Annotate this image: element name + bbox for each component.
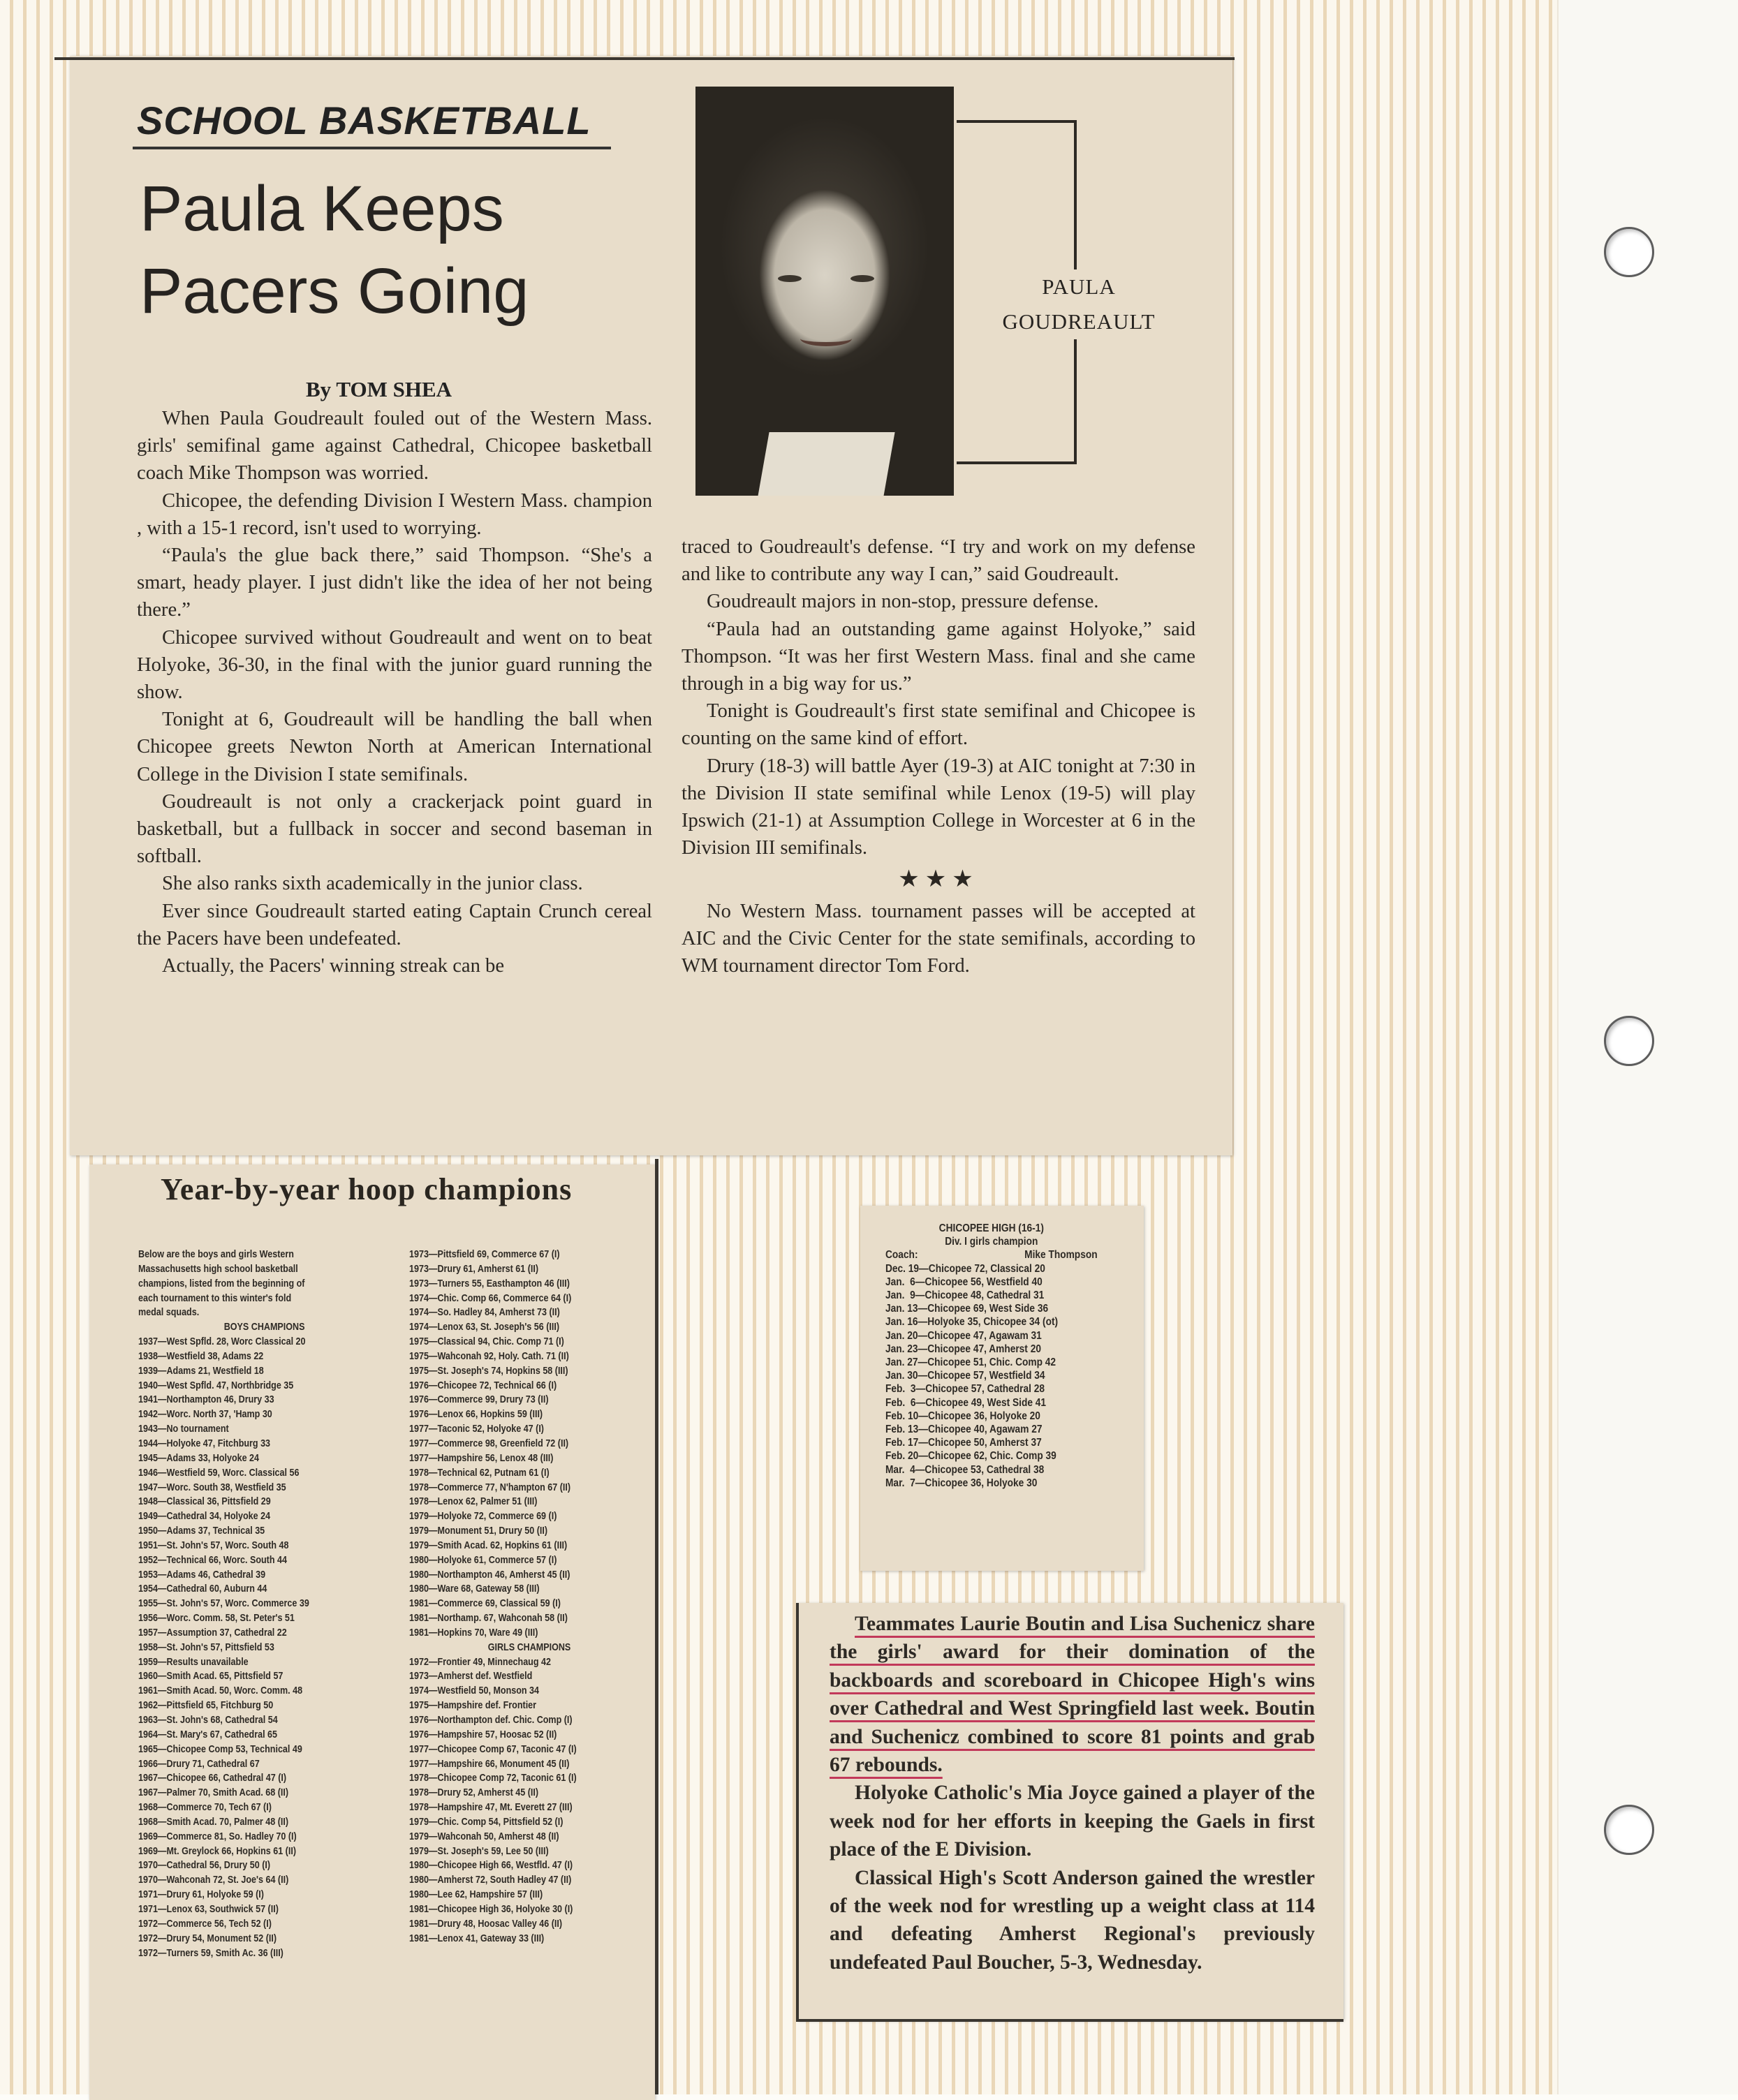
- caption-line-2: GOUDREAULT: [1002, 309, 1156, 334]
- article-right-column: [682, 533, 1195, 979]
- champions-intro: Below are the boys and girls Western Massachusetts high school basketball champions, listed from the beginning of each tournament to this winter's fold medal squads.: [138, 1249, 305, 1319]
- paragraph: Goudreault majors in non-stop, pressure defense.: [707, 591, 1099, 613]
- paragraph: Classical High's Scott Anderson gained the wrestler of the week nod for wrestling up a weight class at 114 and defeating Amherst Regional's previously undefeated Paul Boucher, 5-3, Wednesday.: [830, 1866, 1315, 1974]
- paragraph: She also ranks sixth academically in the junior class.: [162, 873, 583, 895]
- schedule-subtitle: Div. I girls champion: [945, 1236, 1038, 1248]
- photo-eye: [778, 275, 802, 282]
- schedule-title: CHICOPEE HIGH (16-1): [938, 1222, 1044, 1234]
- boys-champions-list: 1937—West Spfld. 28, Worc Classical 20 1938—Westfield 38, Adams 22 1939—Adams 21, Westfield 18 1940—West Spfld. 47, Northbridge 35 1941—Northampton 46, Drury 33 1942—Worc. North 37, 'Hamp 30 1943—No tournament 1944—Holyoke 47, Fitchburg 33 1945—Adams 33, Holyoke 24 1946—Westfield 59, Worc. Classical 56 1947—Worc. South 38, Westfield 35 1948—Classical 36, Pittsfield 29 1949—Cathedral 34, Holyoke 24 1950—Adams 37, Technical 35 1951—St. John's 57, Worc. South 48 1952—Technical 66, Worc. South 44 1953—Adams 46, Cathedral 39 1954—Cathedral 60, Auburn 44 1955—St. John's 57, Worc. Commerce 39 1956—Worc. Comm. 58, St. Peter's 51 1957—Assumption 37, Cathedral 22 1958—St. John's 57, Pittsfield 53 1959—Results unavailable 1960—Smith Acad. 65, Pittsfield 57 1961—Smith Acad. 50, Worc. Comm. 48 1962—Pittsfield 65, Fitchburg 50 1963—St. John's 68, Cathedral 54 1964—St. Mary's 67, Cathedral 65 1965—Chicopee Comp 53, Technical 49 1966—Drury 71, Cathedral 67 1967—Chicopee 66, Cathedral 47 (I) 1967—Palmer 70, Smith Acad. 68 (II) 1968—Commerce 70, Tech 67 (I) 1968—Smith Acad. 70, Palmer 48 (II) 1969—Commerce 81, So. Hadley 70 (I) 1969—Mt. Greylock 66, Hopkins 61 (II) 1970—Cathedral 56, Drury 50 (I) 1970—Wahconah 72, St. Joe's 64 (II) 1971—Drury 61, Holyoke 59 (I) 1971—Lenox 63, Southwick 57 (II) 1972—Commerce 56, Tech 52 (I) 1972—Drury 54, Monument 52 (II) 1972—Turners 59, Smith Ac. 36 (III): [138, 1336, 309, 1959]
- notes-left-rule: [796, 1603, 799, 2020]
- highlighted-text: Teammates Laurie Boutin and Lisa Suchenicz share the girls' award for their domination of the backboards and scoreboard in Chicopee High's wins over Cathedral and West Springfield last week. Boutin and Suchenicz combined to score 81 points and grab 67 rebounds.: [830, 1613, 1315, 1777]
- caption-line-1: PAULA: [1042, 274, 1116, 299]
- paragraph: Drury (18-3) will battle Ayer (19-3) at AIC tonight at 7:30 in the Division II state semifinal while Lenox (19-5) will play Ipswich (21-1) at Assumption College in Worcester at 6 in the Division III semifinals.: [682, 755, 1195, 859]
- champions-right-column: [409, 1248, 649, 1946]
- girls-champions-list: 1972—Frontier 49, Minnechaug 42 1973—Amherst def. Westfield 1974—Westfield 50, Monson 34 1975—Hampshire def. Frontier 1976—Northampton def. Chic. Comp (I) 1976—Hampshire 57, Hoosac 52 (II) 1977—Chicopee Comp 67, Taconic 47 (I) 1977—Hampshire 66, Monument 45 (II) 1978—Chicopee Comp 72, Taconic 61 (I) 1978—Drury 52, Amherst 45 (II) 1978—Hampshire 47, Mt. Everett 27 (III) 1979—Chic. Comp 54, Pittsfield 52 (I) 1979—Wahconah 50, Amherst 48 (II) 1979—St. Joseph's 59, Lee 50 (III) 1980—Chicopee High 66, Westfld. 47 (I) 1980—Amherst 72, South Hadley 47 (II) 1980—Lee 62, Hampshire 57 (III) 1981—Chicopee High 36, Holyoke 30 (I) 1981—Drury 48, Hoosac Valley 46 (II) 1981—Lenox 41, Gateway 33 (III): [409, 1656, 577, 1944]
- paragraph: Goudreault is not only a crackerjack point guard in basketball, but a fullback in soccer and second baseman in softball.: [137, 790, 652, 868]
- paragraph: traced to Goudreault's defense. “I try and work on my defense and like to contribute any way I can,” said Goudreault.: [682, 536, 1195, 586]
- paragraph: “Paula's the glue back there,” said Thompson. “She's a smart, heady player. I just didn't like the idea of her not being there.”: [137, 545, 652, 621]
- boys-champions-header: BOYS CHAMPIONS: [223, 1322, 305, 1333]
- photo-collar: [754, 432, 894, 496]
- notes-text: [830, 1610, 1315, 1976]
- paragraph: Tonight is Goudreault's first state semifinal and Chicopee is counting on the same kind of effort.: [682, 700, 1195, 750]
- section-underline: [133, 147, 611, 149]
- girls-champions-header: GIRLS CHAMPIONS: [487, 1641, 571, 1653]
- article-top-rule: [54, 57, 1235, 60]
- notes-bottom-rule: [796, 2019, 1343, 2022]
- schedule: [885, 1222, 1098, 1490]
- paragraph: When Paula Goudreault fouled out of the Western Mass. girls' semifinal game against Cathedral, Chicopee basketball coach Mike Thompson was worried.: [137, 408, 652, 485]
- punch-hole: [1604, 1805, 1654, 1855]
- photo-mouth: [800, 331, 852, 346]
- boys-champions-list-continued: 1973—Pittsfield 69, Commerce 67 (I) 1973—Drury 61, Amherst 61 (II) 1973—Turners 55, Easthampton 46 (III) 1974—Chic. Comp 66, Commerce 64 (I) 1974—So. Hadley 84, Amherst 73 (II) 1974—Lenox 63, St. Joseph's 56 (III) 1975—Classical 94, Chic. Comp 71 (I) 1975—Wahconah 92, Holy. Cath. 71 (II) 1975—St. Joseph's 74, Hopkins 58 (III) 1976—Chicopee 72, Technical 66 (I) 1976—Commerce 99, Drury 73 (II) 1976—Lenox 66, Hopkins 59 (III) 1977—Taconic 52, Holyoke 47 (I) 1977—Commerce 98, Greenfield 72 (II) 1977—Hampshire 56, Lenox 48 (III) 1978—Technical 62, Putnam 61 (I) 1978—Commerce 77, N'hampton 67 (II) 1978—Lenox 62, Palmer 51 (III) 1979—Holyoke 72, Commerce 69 (I) 1979—Monument 51, Drury 50 (II) 1979—Smith Acad. 62, Hopkins 61 (III) 1980—Holyoke 61, Commerce 57 (I) 1980—Northampton 46, Amherst 45 (II) 1980—Ware 68, Gateway 58 (III) 1981—Commerce 69, Classical 59 (I) 1981—Northamp. 67, Wahconah 58 (II) 1981—Hopkins 70, Ware 49 (III): [409, 1249, 572, 1639]
- schedule-games: Dec. 19—Chicopee 72, Classical 20 Jan. 6—Chicopee 56, Westfield 40 Jan. 9—Chicopee 48, Cathedral 31 Jan. 13—Chicopee 69, West Side 36 Jan. 16—Holyoke 35, Chicopee 34 (ot) Jan. 20—Chicopee 47, Agawam 31 Jan. 23—Chicopee 47, Amherst 20 Jan. 27—Chicopee 51, Chic. Comp 42 Jan. 30—Chicopee 57, Westfield 34 Feb. 3—Chicopee 57, Cathedral 28 Feb. 6—Chicopee 49, West Side 41 Feb. 10—Chicopee 36, Holyoke 20 Feb. 13—Chicopee 40, Agawam 27 Feb. 17—Chicopee 50, Amherst 37 Feb. 20—Chicopee 62, Chic. Comp 39 Mar. 4—Chicopee 53, Cathedral 38 Mar. 7—Chicopee 36, Holyoke 30: [885, 1262, 1059, 1489]
- paragraph: Holyoke Catholic's Mia Joyce gained a player of the week nod for her efforts in keeping the Gaels in first place of the E Division.: [830, 1782, 1315, 1861]
- punch-hole: [1604, 1016, 1654, 1066]
- champions-left-column: [138, 1248, 390, 1960]
- headline-line-2: Pacers Going: [140, 256, 529, 327]
- photo-caption: [992, 269, 1166, 339]
- paragraph: “Paula had an outstanding game against Holyoke,” said Thompson. “It was her first Western Mass. final and she came through in a big way for us.”: [682, 618, 1195, 695]
- schedule-coach-row: [885, 1248, 1098, 1262]
- paragraph: Ever since Goudreault started eating Captain Crunch cereal the Pacers have been undefeated.: [137, 900, 652, 949]
- punch-hole: [1604, 227, 1654, 277]
- highlighted-paragraph: [830, 1610, 1315, 1779]
- headline-line-1: Paula Keeps: [140, 173, 504, 244]
- paragraph: Chicopee, the defending Division I Western Mass. champion , with a 15-1 record, isn't used to worrying.: [137, 489, 652, 539]
- coach-label: Coach:: [885, 1249, 918, 1262]
- portrait-photo: [695, 87, 954, 496]
- section-label: SCHOOL BASKETBALL: [137, 98, 591, 142]
- column-rule: [655, 1159, 658, 2094]
- article-left-column: [137, 405, 652, 979]
- champions-title: Year-by-year hoop champions: [161, 1172, 573, 1206]
- paragraph: Chicopee survived without Goudreault and went on to beat Holyoke, 36-30, in the final with the junior guard running the show.: [137, 626, 652, 704]
- paragraph: No Western Mass. tournament passes will be accepted at AIC and the Civic Center for the state semifinals, according to WM tournament director Tom Ford.: [682, 900, 1195, 977]
- coach-name: Mike Thompson: [1024, 1249, 1098, 1262]
- paragraph: Tonight at 6, Goudreault will be handling the ball when Chicopee greets Newton North at American International College in the Division I state semifinals.: [137, 709, 652, 785]
- photo-eye: [850, 275, 874, 282]
- byline: By TOM SHEA: [306, 377, 452, 401]
- headline: [140, 168, 628, 332]
- section-divider-stars: ★★★: [898, 866, 979, 893]
- paragraph: Actually, the Pacers' winning streak can be: [162, 955, 505, 977]
